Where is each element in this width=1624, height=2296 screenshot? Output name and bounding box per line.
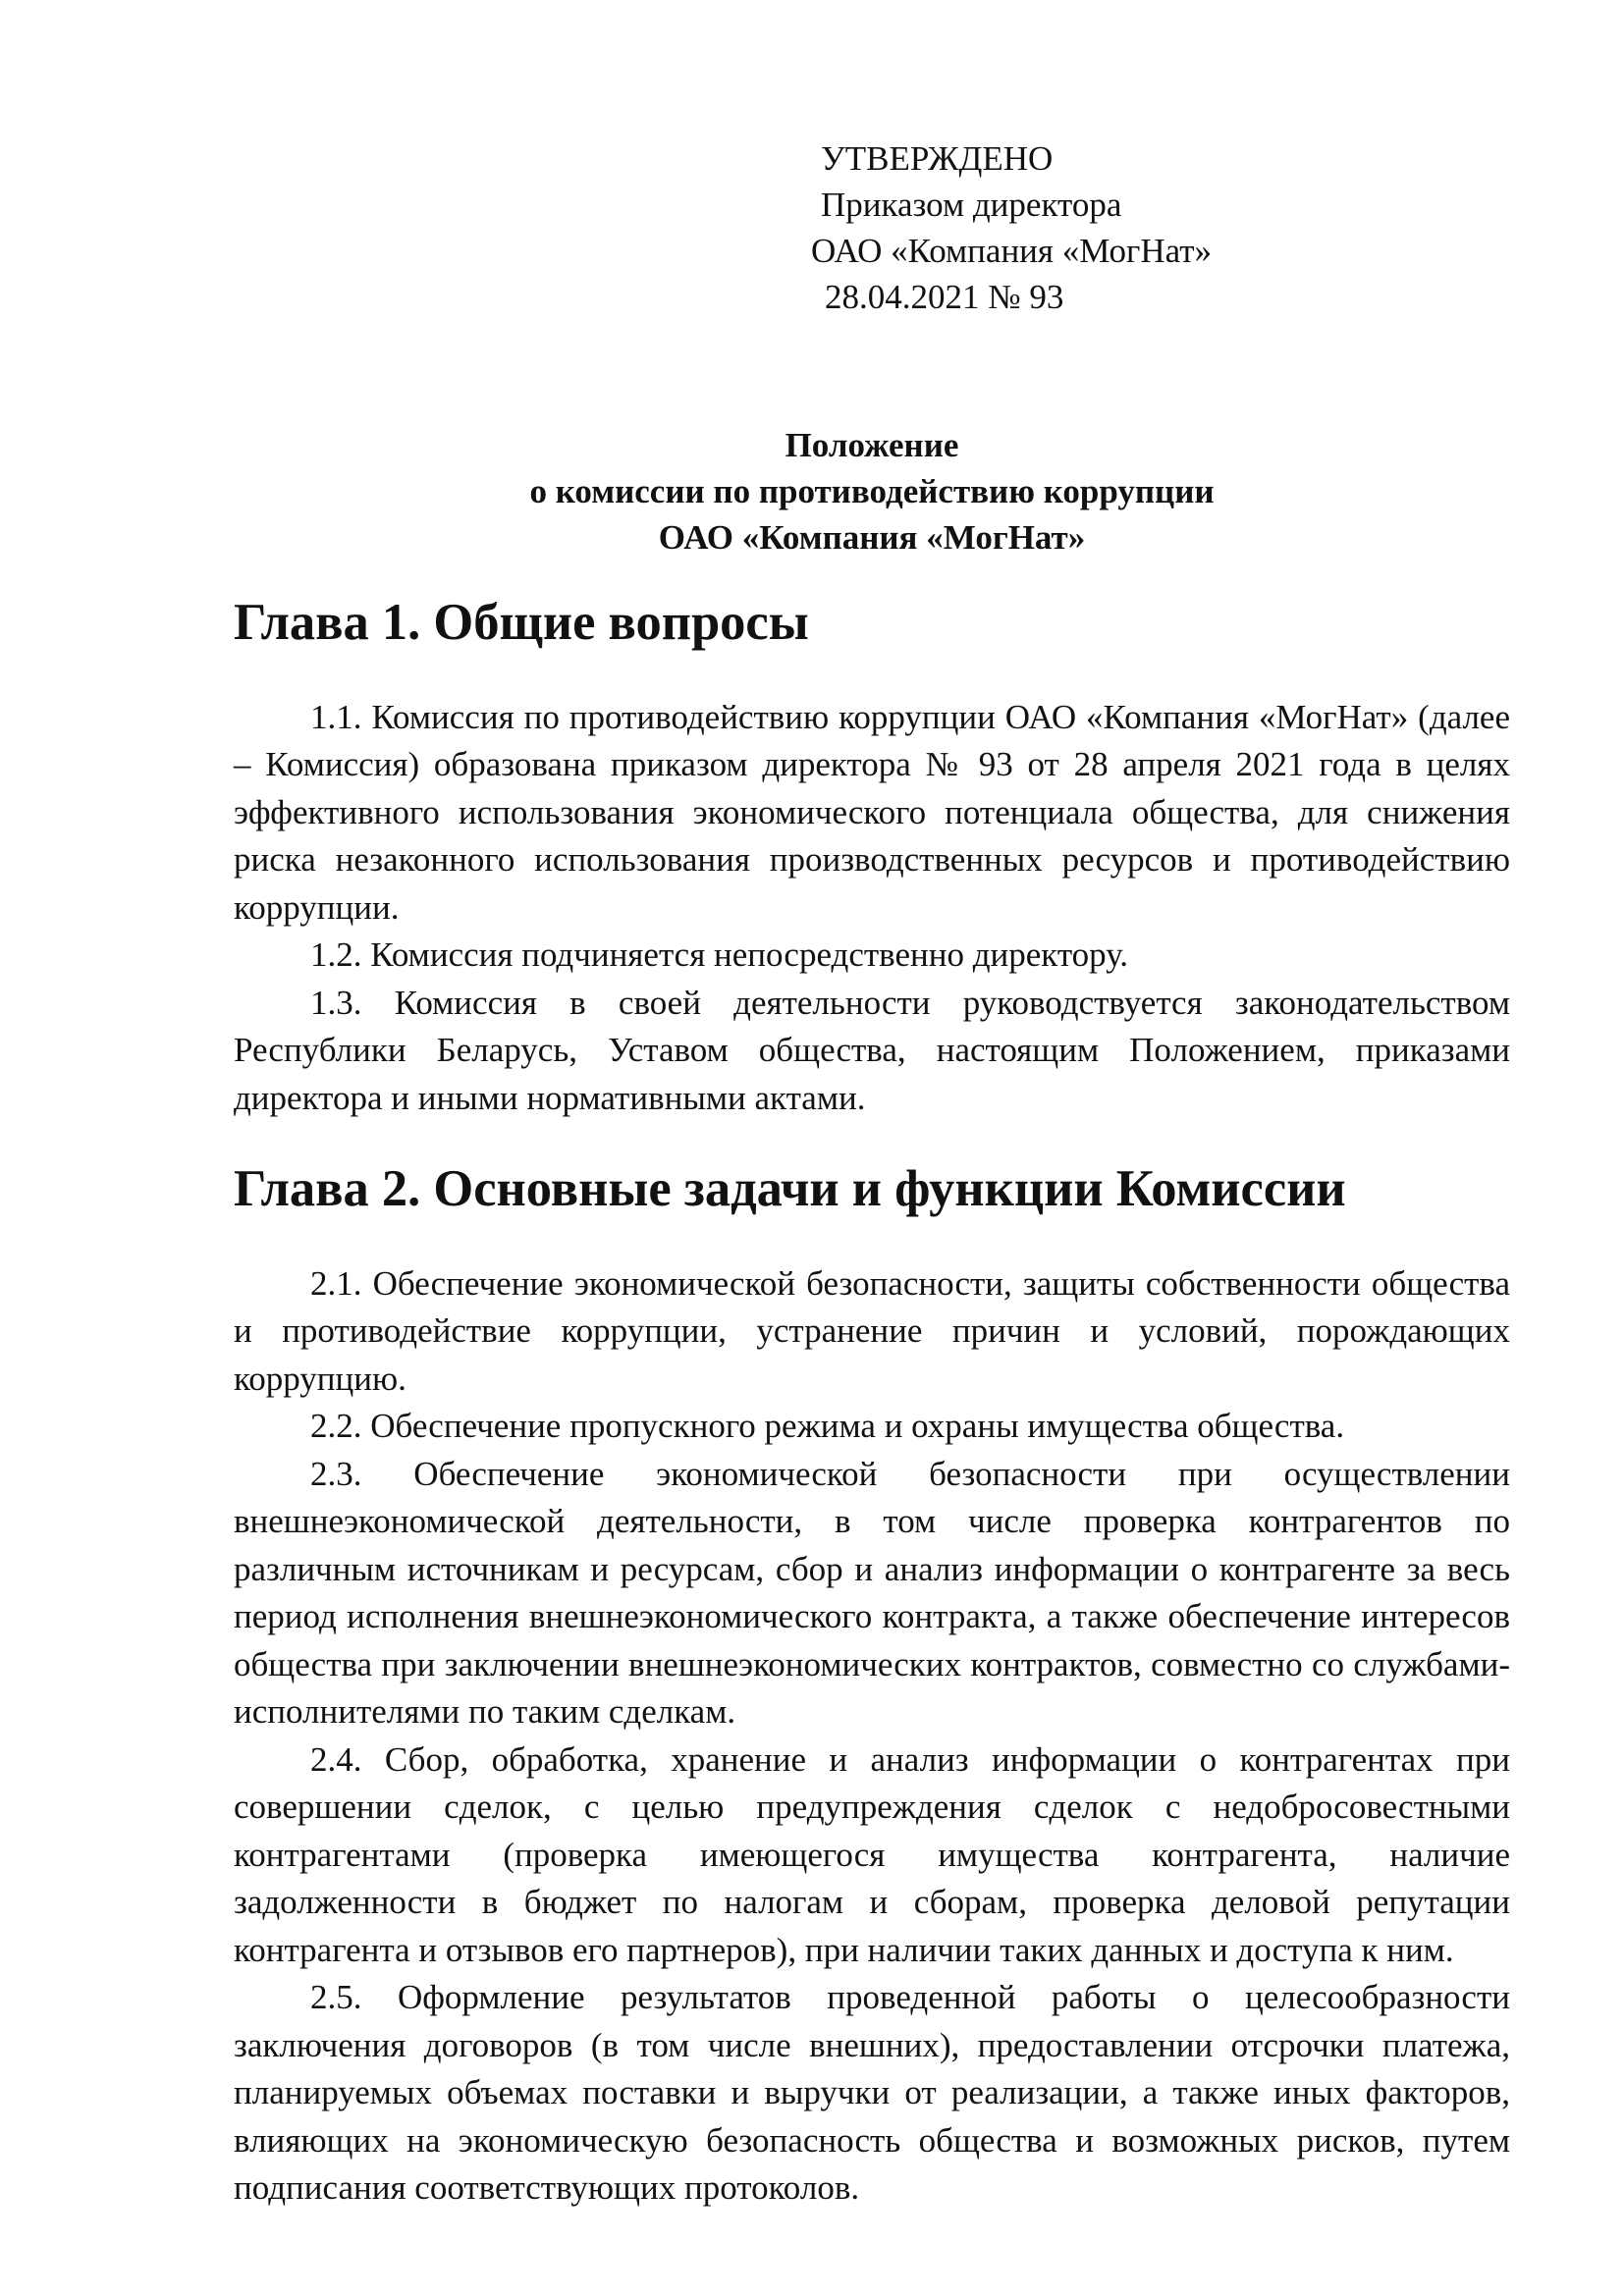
paragraph-2-3: 2.3. Обеспечение экономической безопасности при осуществлении внешнеэкономической деятельности, в том числе проверка контрагентов по различным источникам и ресурсам, сбор и анализ информации о контрагенте за весь период исполнения внешнеэкономического контракта, а также обеспечение интересов общества при заключении внешнеэкономических контрактов, совместно со службами-исполнителями по таким сделкам. — [234, 1454, 1510, 1731]
paragraph-2-5: 2.5. Оформление результатов проведенной работы о целесообразности заключения договоров (в том числе внешних), предоставлении отсрочки платежа, планируемых объемах поставки и выручки от реализации, а также иных факторов, влияющих на экономическую безопасность общества и возможных рисков, путем подписания соответствующих протоколов. — [234, 1978, 1510, 2207]
paragraph-2-4: 2.4. Сбор, обработка, хранение и анализ информации о контрагентах при совершении сделок, с целью предупреждения сделок с недобросовестными контрагентами (проверка имеющегося имущества контрагента, наличие задолженности в бюджет по налогам и сборам, проверка деловой репутации контрагента и отзывов его партнеров), при наличии таких данных и доступа к ним. — [234, 1739, 1510, 1969]
title-line-1: Положение — [785, 426, 959, 464]
title-line-2: о комиссии по противодействию коррупции — [529, 472, 1215, 510]
paragraph-1-2: 1.2. Комиссия подчиняется непосредственно директору. — [310, 935, 1128, 974]
approval-company: ОАО «Компания «МогНат» — [811, 232, 1213, 270]
chapter-1-heading: Глава 1. Общие вопросы — [234, 594, 809, 651]
approval-approved: УТВЕРЖДЕНО — [821, 139, 1054, 178]
approval-date-number: 28.04.2021 № 93 — [825, 278, 1064, 316]
chapter-2-heading: Глава 2. Основные задачи и функции Комиссии — [234, 1160, 1346, 1217]
approval-order: Приказом директора — [821, 186, 1122, 224]
paragraph-1-3: 1.3. Комиссия в своей деятельности руководствуется законодательством Республики Беларусь, Уставом общества, настоящим Положением, приказами директора и иными нормативными актами. — [234, 983, 1510, 1117]
document-body — [234, 594, 1510, 2213]
paragraph-2-1: 2.1. Обеспечение экономической безопасности, защиты собственности общества и противодействие коррупции, устранение причин и условий, порождающих коррупцию. — [234, 1263, 1510, 1398]
document-title — [234, 422, 1510, 561]
approval-stamp — [811, 135, 1212, 320]
paragraph-1-1: 1.1. Комиссия по противодействию коррупции ОАО «Компания «МогНат» (далее – Комиссия) образована приказом директора № 93 от 28 апреля 2021 года в целях эффективного использования экономического потенциала общества, для снижения риска незаконного использования производственных ресурсов и противодействию коррупции. — [234, 697, 1510, 927]
paragraph-2-2: 2.2. Обеспечение пропускного режима и охраны имущества общества. — [310, 1407, 1345, 1445]
title-line-3: ОАО «Компания «МогНат» — [658, 518, 1086, 557]
